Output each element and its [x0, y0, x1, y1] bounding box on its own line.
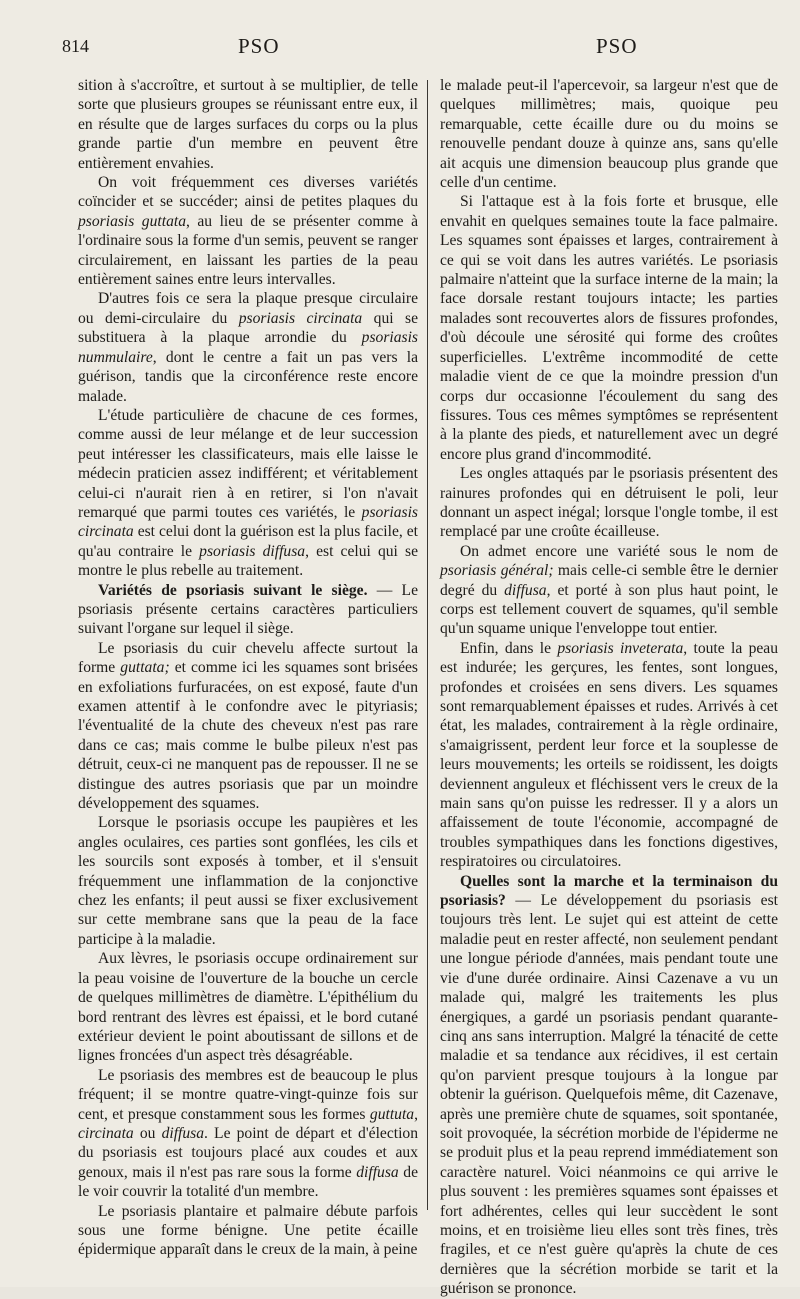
running-header	[0, 28, 800, 62]
paragraph: Lorsque le psoriasis occupe les paupières et les angles oculaires, ces parties sont gonflées, les cils et les sourcils sont exposés à tomber, et il s'ensuit fréquemment une inflammation de la conjonctive chez les enfants; il peut aussi se fixer exclusivement sur cette membrane sans que la peau de la face participe à la maladie.	[78, 814, 418, 948]
right-column	[440, 76, 778, 1299]
page-number: 814	[62, 36, 89, 56]
running-head-right: PSO	[596, 34, 638, 58]
paragraph: Si l'attaque est à la fois forte et brusque, elle envahit en quelques semaines toute la face palmaire. Les squames sont épaisses et larges, contrairement à ce qui se voit dans les autres variétés. Le psoriasis palmaire n'atteint que la surface interne de la main; la face dorsale restant toujours intacte; les parties malades sont recouvertes alors de fissures profondes, d'où découle une sérosité qui forme des croûtes superficielles. L'extrême incommodité de cette maladie vient de ce que la moindre pression d'un corps dur occasionne l'écoulement du sang des fissures. Tous ces mêmes symptômes se représentent à la plante des pieds, et naturellement avec un degré encore plus grand d'incommodité.	[440, 193, 778, 463]
paragraph: Quelles sont la marche et la terminaison du psoriasis? — Le développement du psoriasis est toujours très lent. Le sujet qui est atteint de cette maladie peut en rester affecté, non seulement pendant une longue période d'années, mais pendant toute une vie d'une durée ordinaire. Ainsi Cazenave a vu un malade qui, malgré les traitements les plus énergiques, a gardé un psoriasis pendant quarante-cinq ans sans interruption. Malgré la ténacité de cette maladie et sa tendance aux récidives, il est certain qu'on parvient presque toujours à la longue par obtenir la guérison. Quelquefois même, dit Cazenave, après une première chute de squames, soit spontanée, soit provoquée, la sécrétion morbide de l'épiderme ne se produit plus et la peau reprend immédiatement son caractère naturel. Voici néanmoins ce qui arrive le plus souvent : les premières squames sont épaisses et fort adhérentes, celles qui leur succèdent le sont moins, et en troisième lieu elles sont très fines, très fragiles, et ce n'est guère qu'après la chute de ces dernières que la sécrétion morbide se tarit et la guérison se prononce.	[440, 872, 778, 1298]
running-head-left: PSO	[238, 34, 280, 58]
paragraph: Le psoriasis plantaire et palmaire débute parfois sous une forme bénigne. Une petite écaille épidermique apparaît dans le creux de la main, à peine	[78, 1202, 418, 1259]
paragraph: Aux lèvres, le psoriasis occupe ordinairement sur la peau voisine de l'ouverture de la bouche un cercle de quelques millimètres de diamètre. L'épithélium du bord rentrant des lèvres est épaissi, et le bord cutané extérieur devient le point aboutissant de sillons et de lignes froncées d'un aspect très désagréable.	[78, 950, 418, 1065]
paragraph: Variétés de psoriasis suivant le siège. — Le psoriasis présente certains caractères particuliers suivant l'organe sur lequel il siège.	[78, 581, 418, 638]
paragraph: Le psoriasis des membres est de beaucoup le plus fréquent; il se montre quatre-vingt-quinze fois sur cent, et presque constamment sous les formes guttuta, circinata ou diffusa. Le point de départ et d'élection du psoriasis est toujours placé aux coudes et aux genoux, mais il n'est pas rare sous la forme diffusa de le voir couvrir la totalité d'un membre.	[78, 1066, 419, 1201]
paragraph: D'autres fois ce sera la plaque presque circulaire ou demi-circulaire du psoriasis circinata qui se substituera à la plaque arrondie du psoriasis nummulaire, dont le centre a fait un pas vers la guérison, tandis que la circonférence reste encore malade.	[78, 290, 418, 405]
paragraph: Le psoriasis du cuir chevelu affecte surtout la forme guttata; et comme ici les squames sont brisées en exfoliations furfuracées, on est exposé, faute d'un examen attentif à le confondre avec le pityriasis; l'éventualité de la chute des cheveux n'est pas rare dans ce cas; mais comme le bulbe pileux n'est pas détruit, ceux-ci ne manquent pas de repousser. Il ne se distingue des autres psoriasis que par un moindre développement des squames.	[78, 639, 418, 813]
paragraph: sition à s'accroître, et surtout à se multiplier, de telle sorte que plusieurs groupes se réunissant entre eux, il en résulte que de larges surfaces du corps ou la plus grande partie d'un membre en peuvent être entièrement envahies.	[78, 77, 418, 172]
column-divider	[427, 80, 428, 1210]
paragraph: On admet encore une variété sous le nom de psoriasis général; mais celle-ci semble être le dernier degré du diffusa, et porté à son plus haut point, le corps est tellement couvert de squames, qu'il semble qu'un squame unique l'enveloppe tout entier.	[440, 542, 778, 638]
paragraph: On voit fréquemment ces diverses variétés coïncider et se succéder; ainsi de petites plaques du psoriasis guttata, au lieu de se présenter comme à l'ordinaire sous la forme d'un semis, peuvent se ranger circulairement, en laissant les parties de la peau entièrement saines entre leurs intervalles.	[78, 174, 418, 289]
left-column	[78, 76, 418, 1260]
paragraph: Enfin, dans le psoriasis inveterata, toute la peau est indurée; les gerçures, les fentes, sont longues, profondes et croisées en sens divers. Les squames sont remarquablement épaisses et rudes. Arrivés à cet état, les malades, contrairement à la règle ordinaire, s'amaigrissent, perdent leur force et la souplesse de leurs mouvements; les orteils se roidissent, les doigts deviennent anguleux et fléchissent vers le creux de la main sans qu'on puisse les redresser. Il y a alors un affaissement de toute l'économie, accompagné de troubles sympathiques dans les fonctions digestives, respiratoires ou circulatoires.	[440, 639, 779, 871]
paragraph: le malade peut-il l'apercevoir, sa largeur n'est que de quelques millimètres; mais, quoique peu remarquable, cette écaille dure ou du moins se renouvelle pendant douze à quinze ans, sans qu'elle ait acquis une dimension beaucoup plus grande que celle d'un centime.	[440, 77, 778, 192]
paragraph: Les ongles attaqués par le psoriasis présentent des rainures profondes qui en détruisent le poli, leur donnant un aspect inégal; lorsque l'ongle tombe, il est remplacé par une croûte écailleuse.	[440, 465, 778, 541]
paragraph: L'étude particulière de chacune de ces formes, comme aussi de leur mélange et de leur succession peut intéresser les classificateurs, mais elle laisse le médecin praticien assez indifférent; et véritablement celui-ci n'aurait rien à en retirer, si l'on n'avait remarqué que parmi toutes ces variétés, le psoriasis circinata est celui dont la guérison est la plus facile, et qu'au contraire le psoriasis diffusa, est celui qui se montre le plus rebelle au traitement.	[78, 406, 419, 580]
